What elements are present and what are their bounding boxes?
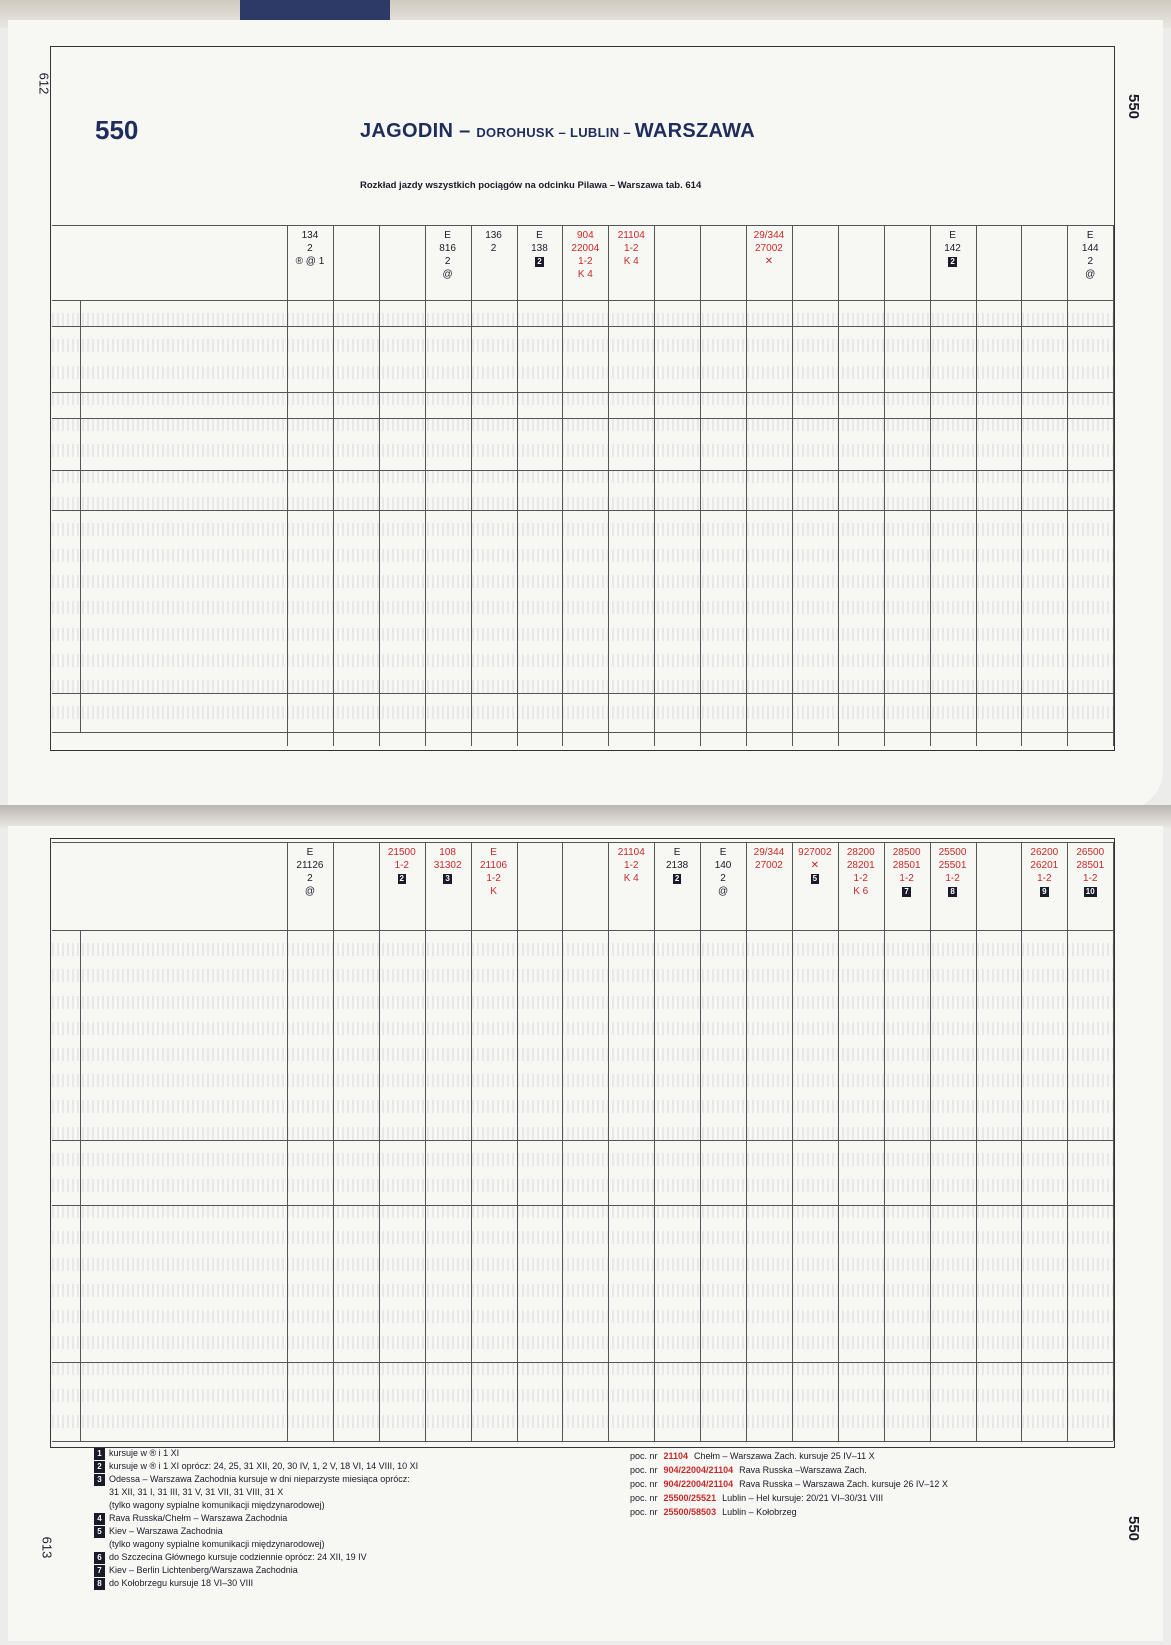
train-header-line: 21126 <box>296 860 324 871</box>
row-stripe <box>52 943 1113 956</box>
footnote <box>94 1551 367 1564</box>
footnote <box>94 1577 253 1590</box>
train-header-line: 25501 <box>938 860 967 871</box>
footnote-text: Kiev – Warszawa Zachodnia <box>109 1526 223 1536</box>
footnote-text: Kiev – Berlin Lichtenberg/Warszawa Zachodnia <box>109 1565 298 1575</box>
train-header <box>608 229 654 268</box>
column-divider <box>425 225 426 746</box>
column-divider <box>700 842 701 1441</box>
row-stripe <box>52 1127 1113 1140</box>
through-wagon-train-number: 21104 <box>663 1451 689 1461</box>
column-divider <box>1113 842 1114 1441</box>
column-divider <box>838 225 839 746</box>
train-header <box>287 229 333 268</box>
train-header-line: E <box>306 847 314 858</box>
footnote-text: do Kołobrzegu kursuje 18 VI–30 VIII <box>109 1578 254 1588</box>
section-rule <box>52 326 1113 327</box>
row-stripe <box>52 418 1113 431</box>
header-bottom-rule <box>52 930 1113 931</box>
row-stripe <box>52 996 1113 1009</box>
row-stripe <box>52 1362 1113 1375</box>
train-header-line: E <box>490 847 497 858</box>
train-header <box>562 229 608 281</box>
through-wagon-route: Rava Russka –Warszawa Zach. <box>739 1465 867 1475</box>
row-stripe <box>52 1074 1113 1087</box>
train-header-line: 9 <box>1042 887 1047 896</box>
train-header-line: 28501 <box>892 860 921 871</box>
footnote-text: (tylko wagony sypialne komunikacji międzynarodowej) <box>109 1500 325 1510</box>
column-divider <box>976 842 977 1441</box>
train-header <box>425 846 471 885</box>
train-header-line: 2 <box>307 873 313 884</box>
train-header <box>517 229 563 268</box>
column-divider <box>884 225 885 746</box>
column-divider <box>654 842 655 1441</box>
column-divider <box>379 842 380 1441</box>
row-stripe <box>52 628 1113 641</box>
column-divider <box>517 225 518 746</box>
train-header-line: 31302 <box>433 860 462 871</box>
train-header-line: 25500 <box>938 847 967 858</box>
km-divider <box>80 300 81 732</box>
train-header-line: 21104 <box>617 847 645 858</box>
column-divider <box>333 225 334 746</box>
train-header-line: 5 <box>812 874 818 883</box>
footnote <box>94 1564 298 1577</box>
train-header-line: 27002 <box>755 243 783 254</box>
column-divider <box>471 842 472 1441</box>
train-header <box>1067 229 1113 281</box>
train-header-line: E <box>444 230 451 241</box>
train-header-line: 10 <box>1085 887 1095 896</box>
footnote-marker: 5 <box>94 1526 105 1538</box>
row-stripe <box>52 549 1113 562</box>
train-header-line: 2 <box>444 256 451 267</box>
train-header-line: 1-2 <box>1083 873 1098 884</box>
through-wagon <box>630 1450 881 1462</box>
train-header <box>792 846 838 885</box>
through-wagon-prefix: poc. nr <box>630 1465 658 1475</box>
train-header-line: 2138 <box>666 860 689 871</box>
train-header <box>838 846 884 898</box>
train-header-line: 140 <box>714 860 732 871</box>
train-header-line: E <box>536 230 543 241</box>
train-header-line: 21106 <box>480 860 508 871</box>
column-divider <box>425 842 426 1441</box>
through-wagon-route: Rava Russka – Warszawa Zach. kursuje 26 IV–12 X <box>739 1479 948 1489</box>
train-header <box>1067 846 1113 898</box>
row-stripe <box>52 523 1113 536</box>
train-header-line: 2 <box>537 257 542 266</box>
footnote-text: kursuje w ® i 1 XI oprócz: 24, 25, 31 XII, 20, 30 IV, 1, 2 V, 18 VI, 14 VIII, 10 XI <box>109 1461 419 1471</box>
row-stripe <box>52 1022 1113 1035</box>
train-header-line: 26200 <box>1030 847 1059 858</box>
table-bottom-rule <box>52 1441 1113 1442</box>
train-header-line: 2 <box>399 874 404 883</box>
train-header-line: 8 <box>950 887 955 896</box>
through-wagon-route: Chełm – Warszawa Zach. kursuje 25 IV–11 X <box>694 1451 875 1461</box>
train-header-line: 28201 <box>846 860 875 871</box>
section-rule <box>52 1205 1113 1206</box>
row-stripe <box>52 1389 1113 1402</box>
section-rule <box>52 510 1113 511</box>
train-header <box>930 846 976 898</box>
through-wagon <box>630 1506 803 1518</box>
train-header-line: E <box>1086 230 1094 241</box>
train-header <box>884 846 930 898</box>
through-wagon-route: Lublin – Hel kursuje: 20/21 VI–30/31 VIII <box>722 1493 884 1503</box>
row-stripe <box>52 497 1113 510</box>
through-wagon-train-number: 904/22004/21104 <box>663 1465 734 1475</box>
footnote-marker: 1 <box>94 1448 105 1460</box>
row-stripe <box>52 1336 1113 1349</box>
footnote <box>94 1486 283 1498</box>
row-stripe <box>52 366 1113 379</box>
train-header-line: 28501 <box>1076 860 1105 871</box>
train-header-line: @ <box>1085 269 1096 280</box>
column-divider <box>1021 225 1022 746</box>
row-stripe <box>52 1284 1113 1297</box>
train-header <box>287 846 333 898</box>
column-divider <box>884 842 885 1441</box>
row-stripe <box>52 969 1113 982</box>
footnote-marker: 7 <box>94 1565 105 1577</box>
column-divider <box>1021 842 1022 1441</box>
column-divider <box>792 842 793 1441</box>
train-header-line: 1-2 <box>853 873 868 884</box>
train-header-line: 27002 <box>755 860 783 871</box>
through-wagon-prefix: poc. nr <box>630 1479 658 1489</box>
train-header-line: 3 <box>445 874 450 883</box>
train-header-line: K 4 <box>623 256 639 267</box>
train-header-line: K <box>490 886 497 897</box>
through-wagon-route: Lublin – Kołobrzeg <box>722 1507 797 1517</box>
column-divider <box>746 842 747 1441</box>
train-header-line: E <box>673 847 681 858</box>
column-divider <box>517 842 518 1441</box>
through-wagon <box>630 1478 954 1490</box>
header-rule <box>52 842 1113 843</box>
train-header <box>471 846 517 898</box>
train-header-line: 1-2 <box>394 860 409 871</box>
train-header-line: 134 <box>301 230 319 241</box>
train-header-line: 2 <box>950 257 955 266</box>
page-number-top-right: 550 <box>1125 93 1143 120</box>
train-header <box>379 846 425 885</box>
row-stripe <box>52 339 1113 352</box>
section-rule <box>52 693 1113 694</box>
train-header-line: 927002 <box>798 847 832 858</box>
footnote-text: kursuje w ® i 1 XI <box>109 1448 180 1458</box>
row-stripe <box>52 601 1113 614</box>
table-title: JAGODIN – DOROHUSK – LUBLIN – WARSZAWA <box>360 120 755 142</box>
train-header-line: @ <box>304 886 316 897</box>
row-stripe <box>52 1310 1113 1323</box>
through-wagon-train-number: 25500/58503 <box>663 1507 717 1517</box>
footnote-marker: 3 <box>94 1474 105 1486</box>
train-header-line: 26500 <box>1076 847 1105 858</box>
train-header <box>746 846 792 872</box>
train-header-line: @ <box>442 269 453 280</box>
footnote <box>94 1512 287 1525</box>
through-wagon <box>630 1492 889 1504</box>
train-header-line: 2 <box>490 243 497 254</box>
footnote-marker: 6 <box>94 1552 105 1564</box>
section-rule <box>52 470 1113 471</box>
train-header-line: 2 <box>720 873 726 884</box>
train-header-line: @ <box>717 886 729 897</box>
column-divider <box>930 225 931 746</box>
row-stripe <box>52 1258 1113 1271</box>
train-header-line: 142 <box>944 243 961 254</box>
section-rule <box>52 392 1113 393</box>
column-divider <box>379 225 380 746</box>
row-stripe <box>52 1205 1113 1218</box>
train-header-line: 7 <box>904 887 909 896</box>
row-stripe <box>52 313 1113 326</box>
train-header-line: 2 <box>1087 256 1094 267</box>
column-divider <box>287 842 288 1441</box>
train-header-line: 108 <box>439 847 456 858</box>
row-stripe <box>52 444 1113 457</box>
through-wagon-prefix: poc. nr <box>630 1451 658 1461</box>
header-bottom-rule <box>52 300 1113 301</box>
train-header-line: 28200 <box>846 847 875 858</box>
train-header-line: 21104 <box>617 230 645 241</box>
row-stripe <box>52 1100 1113 1113</box>
column-divider <box>746 225 747 746</box>
train-header-line: 1-2 <box>945 873 960 884</box>
footnote-marker: 2 <box>94 1461 105 1473</box>
column-divider <box>1067 225 1068 746</box>
column-divider <box>930 842 931 1441</box>
row-stripe <box>52 654 1113 667</box>
train-header-line: 1-2 <box>624 243 639 254</box>
footnote <box>94 1473 410 1486</box>
row-stripe <box>52 680 1113 693</box>
train-header <box>700 846 746 898</box>
km-divider <box>80 930 81 1441</box>
section-rule <box>52 1140 1113 1141</box>
footnote-marker: 8 <box>94 1578 105 1590</box>
train-header-line: 904 <box>576 230 594 241</box>
column-divider <box>976 225 977 746</box>
column-divider <box>1113 225 1114 746</box>
train-header <box>654 846 700 885</box>
through-wagon-prefix: poc. nr <box>630 1507 658 1517</box>
section-rule <box>52 418 1113 419</box>
footnote-text: (tylko wagony sypialne komunikacji międzynarodowej) <box>109 1539 325 1549</box>
train-header-line: 138 <box>531 243 548 254</box>
column-divider <box>562 225 563 746</box>
column-divider <box>562 842 563 1441</box>
section-rule <box>52 1362 1113 1363</box>
train-header-line: E <box>949 230 956 241</box>
footnote <box>94 1525 223 1538</box>
train-header <box>1021 846 1067 898</box>
column-divider <box>608 842 609 1441</box>
footnote-text: Rava Russka/Chełm – Warszawa Zachodnia <box>109 1513 288 1523</box>
footnote-text: do Szczecina Głównego kursuje codziennie oprócz: 24 XII, 19 IV <box>109 1552 367 1562</box>
train-header-line: 21500 <box>387 847 416 858</box>
row-stripe <box>52 1153 1113 1166</box>
row-stripe <box>52 706 1113 719</box>
train-header-line: 29/344 <box>753 230 785 241</box>
row-stripe <box>52 1231 1113 1244</box>
table-subtitle: Rozkład jazdy wszystkich pociągów na odcinku Pilawa – Warszawa tab. 614 <box>360 180 702 191</box>
through-wagon-train-number: 904/22004/21104 <box>663 1479 734 1489</box>
table-bottom-rule <box>52 732 1113 733</box>
footnote <box>94 1447 179 1460</box>
train-header-line: 136 <box>485 230 502 241</box>
column-divider <box>792 225 793 746</box>
train-header-line: 1-2 <box>486 873 501 884</box>
row-stripe <box>52 470 1113 483</box>
page-number-bottom-right: 550 <box>1125 1515 1143 1542</box>
footnote-text: Odessa – Warszawa Zachodnia kursuje w dni nieparzyste miesiąca oprócz: <box>109 1474 410 1484</box>
row-stripe <box>52 575 1113 588</box>
column-divider <box>838 842 839 1441</box>
page-number-bottom-left: 613 <box>39 1536 55 1559</box>
train-header-line: 1-2 <box>578 256 593 267</box>
through-wagon-prefix: poc. nr <box>630 1493 658 1503</box>
train-header-line: 2 <box>674 874 680 883</box>
train-header-line: 816 <box>439 243 456 254</box>
train-header-line: ✕ <box>810 860 820 871</box>
train-header <box>930 229 976 268</box>
footnote <box>94 1460 418 1473</box>
train-header-line: K 4 <box>577 269 593 280</box>
footnote <box>94 1499 325 1511</box>
train-header <box>425 229 471 281</box>
column-divider <box>608 225 609 746</box>
train-header-line: 29/344 <box>753 847 785 858</box>
column-divider <box>287 225 288 746</box>
train-header-line: K 6 <box>853 886 869 897</box>
row-stripe <box>52 1179 1113 1192</box>
train-header-line: ® @ 1 <box>295 256 325 267</box>
train-header <box>746 229 792 268</box>
column-divider <box>654 225 655 746</box>
train-header-line: 22004 <box>571 243 600 254</box>
row-stripe <box>52 1415 1113 1428</box>
row-stripe <box>52 392 1113 405</box>
train-header-line: K 4 <box>623 873 639 884</box>
column-divider <box>471 225 472 746</box>
train-header-line: 1-2 <box>1037 873 1052 884</box>
train-header <box>471 229 517 255</box>
train-header-line: 1-2 <box>899 873 914 884</box>
train-header-line: 144 <box>1081 243 1099 254</box>
train-header-line: 1-2 <box>624 860 639 871</box>
header-rule <box>52 225 1113 226</box>
train-header-line: E <box>719 847 727 858</box>
train-header-line: 26201 <box>1030 860 1059 871</box>
page-number-top-left: 612 <box>36 72 52 95</box>
column-divider <box>700 225 701 746</box>
through-wagon-train-number: 25500/25521 <box>663 1493 717 1503</box>
column-divider <box>333 842 334 1441</box>
table-number: 550 <box>95 115 139 145</box>
footnote-marker: 4 <box>94 1513 105 1525</box>
row-stripe <box>52 1048 1113 1061</box>
train-header <box>608 846 654 885</box>
column-divider <box>1067 842 1068 1441</box>
footnote <box>94 1538 325 1550</box>
footnote-text: 31 XII, 31 I, 31 III, 31 V, 31 VII, 31 VIII, 31 X <box>109 1487 284 1497</box>
train-header-line: 28500 <box>892 847 921 858</box>
train-header-line: ✕ <box>764 256 774 267</box>
through-wagon <box>630 1464 873 1476</box>
train-header-line: 2 <box>307 243 313 254</box>
